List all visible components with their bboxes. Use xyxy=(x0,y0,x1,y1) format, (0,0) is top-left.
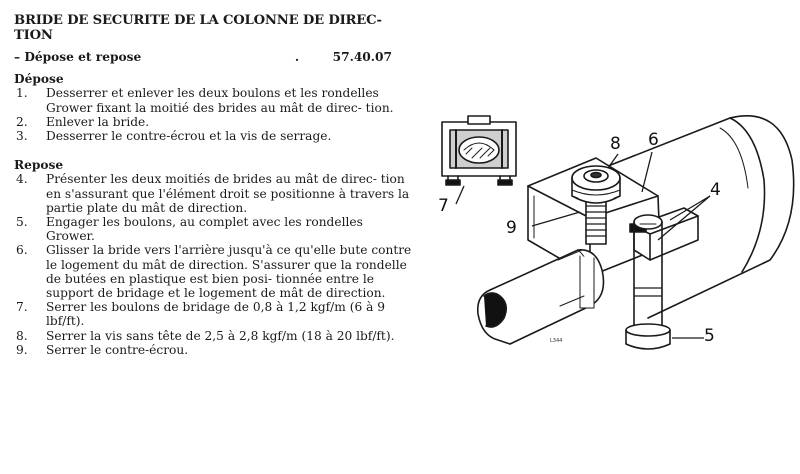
step-number: 1. xyxy=(16,86,28,101)
depose-heading: Dépose xyxy=(14,72,64,87)
steering-shaft xyxy=(478,250,604,344)
operation-dot: . xyxy=(294,50,300,64)
step-number: 6. xyxy=(16,243,28,258)
steering-column-clamp-illustration xyxy=(420,100,800,470)
step-text: Enlever la bride. xyxy=(46,114,150,129)
step-item xyxy=(14,115,414,129)
step-item xyxy=(14,343,414,357)
title-line-1: BRIDE DE SECURITE DE LA COLONNE DE DIREC- xyxy=(14,13,382,28)
depose-steps xyxy=(14,86,414,143)
instructions-column xyxy=(14,14,414,357)
step-item xyxy=(14,86,414,114)
operation-code: 57.40.07 xyxy=(332,50,392,64)
step-number: 9. xyxy=(16,342,28,357)
figure-code: L344 xyxy=(550,338,563,344)
step-number: 7. xyxy=(16,300,28,315)
step-number: 4. xyxy=(16,172,28,187)
callout-5: 5 xyxy=(704,326,715,346)
step-number: 3. xyxy=(16,129,28,144)
step-item xyxy=(14,129,414,143)
repose-heading: Repose xyxy=(14,158,64,173)
step-text: Serrer les boulons de bridage de 0,8 à 1,2 kgf/m (6 à 9 lbf/ft). xyxy=(46,300,385,329)
step-item xyxy=(14,329,414,343)
step-text: Serrer le contre-écrou. xyxy=(46,342,189,357)
clamp-drawing xyxy=(420,100,800,470)
operation-row xyxy=(14,50,414,64)
title-line-2: TION xyxy=(14,27,53,43)
step-text: Engager les boulons, au complet avec les rondelles Grower. xyxy=(46,215,363,244)
callout-9: 9 xyxy=(506,218,517,238)
inset-section-view xyxy=(442,116,516,185)
step-item xyxy=(14,243,414,300)
step-item xyxy=(14,172,414,215)
step-text: Présenter les deux moitiés de brides au mât de direc- tion en s'assurant que l'élément droit se positionne à travers la partie plate du mât de direction. xyxy=(46,172,410,215)
step-item xyxy=(14,215,414,243)
step-number: 8. xyxy=(16,328,28,343)
step-number: 2. xyxy=(16,114,28,129)
step-text: Glisser la bride vers l'arrière jusqu'à ce qu'elle bute contre le logement du mât de direction. S'assurer que la rondelle de butées en plastique est bien posi- tionnée entre le support de bridage et le logement de mât de direction. xyxy=(46,243,412,301)
callout-6: 6 xyxy=(648,130,659,150)
repose-steps xyxy=(14,172,414,357)
step-text: Desserrer et enlever les deux boulons et les rondelles Grower fixant la moitié des brides au mât de direc- tion. xyxy=(46,86,394,115)
page-title xyxy=(14,14,414,43)
callout-8: 8 xyxy=(610,134,621,154)
step-text: Serrer la vis sans tête de 2,5 à 2,8 kgf/m (18 à 20 lbf/ft). xyxy=(46,328,395,343)
callout-7: 7 xyxy=(438,196,449,216)
step-item xyxy=(14,300,414,328)
step-text: Desserrer le contre-écrou et la vis de serrage. xyxy=(46,129,332,144)
step-number: 5. xyxy=(16,215,28,230)
callout-4: 4 xyxy=(710,180,721,200)
operation-label: – Dépose et repose xyxy=(14,50,142,64)
